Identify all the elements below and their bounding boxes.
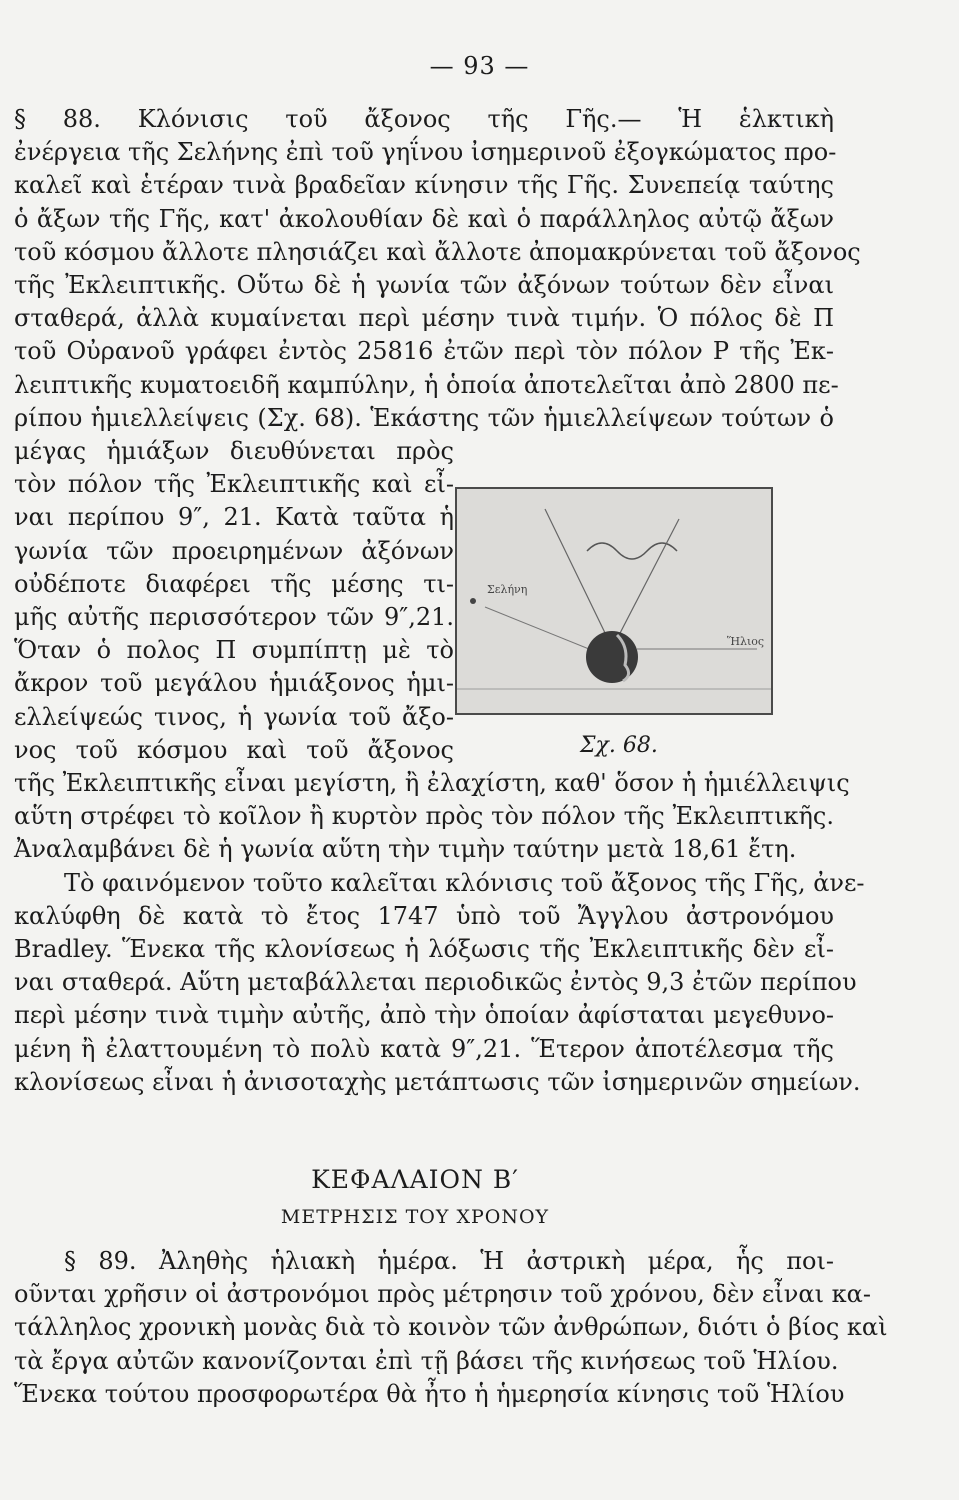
sun-label: Ἥλιος <box>727 635 765 648</box>
text-line: ρίπου ἡμιελλείψεις (Σχ. 68). Ἑκάστης τῶν ἡμιελλείψεων τούτων ὁ <box>14 403 834 432</box>
text-line: Ἀναλαμβάνει δὲ ἡ γωνία αὕτη τὴν τιμὴν ταύτην μετὰ 18,61 ἔτη. <box>14 835 797 864</box>
text-line: § 88. Κλόνισις τοῦ ἄξονος τῆς Γῆς.— Ἡ ἑλκτικὴ <box>14 105 834 133</box>
text-line: αὕτη στρέφει τὸ κοῖλον ἢ κυρτὸν πρὸς τὸν πόλον τῆς Ἐκλειπτικῆς. <box>14 802 834 831</box>
figure-68-drawing <box>457 489 771 713</box>
text-line: τὰ ἔργα αὐτῶν κανονίζονται ἐπὶ τῇ βάσει τῆς κινήσεως τοῦ Ἡλίου. <box>14 1346 839 1375</box>
moon-dot <box>470 598 476 604</box>
text-line: νος τοῦ κόσμου καὶ τοῦ ἄξονος <box>14 735 454 764</box>
earth-globe <box>586 631 638 683</box>
text-line: ελλείψεώς τινος, ἡ γωνία τοῦ ἄξο- <box>14 702 454 731</box>
text-line: τοῦ Οὐρανοῦ γράφει ἐντὸς 25816 ἐτῶν περὶ τὸν πόλον Ρ τῆς Ἐκ- <box>14 337 834 366</box>
text-line: γωνία τῶν προειρημένων ἀξόνων <box>14 536 454 565</box>
figure-68 <box>455 487 773 715</box>
text-line: Bradley. Ἕνεκα τῆς κλονίσεως ἡ λόξωσις τῆς Ἐκλειπτικῆς δὲν εἶ- <box>14 934 834 963</box>
text-line: οῦνται χρῆσιν οἱ ἀστρονόμοι πρὸς μέτρησιν τοῦ χρόνου, δὲν εἶναι κα- <box>14 1280 871 1309</box>
text-line: τῆς Ἐκλειπτικῆς εἶναι μεγίστη, ἢ ἐλαχίστη, καθ' ὅσον ἡ ἡμιέλλειψις <box>14 769 850 797</box>
text-line: ναι περίπου 9″, 21. Κατὰ ταῦτα ἡ <box>14 503 454 532</box>
text-line: § 89. Ἀληθὴς ἡλιακὴ ἡμέρα. Ἡ ἀστρικὴ μέρα, ἧς ποι- <box>64 1247 834 1275</box>
text-line: τὸν πόλον τῆς Ἐκλειπτικῆς καὶ εἶ- <box>14 470 454 499</box>
text-line: Ἕνεκα τούτου προσφορωτέρα θὰ ἦτο ἡ ἡμερησία κίνησις τοῦ Ἡλίου <box>14 1379 845 1408</box>
section-89-text <box>14 1245 888 1411</box>
text-line: Ὅταν ὁ πολος Π συμπίπτῃ μὲ τὸ <box>14 636 454 665</box>
text-line: τοῦ κόσμου ἄλλοτε πλησιάζει καὶ ἄλλοτε ἀπομακρύνεται τοῦ ἄξονος <box>14 237 861 266</box>
text-line: καλύφθη δὲ κατὰ τὸ ἔτος 1747 ὑπὸ τοῦ Ἄγγλου ἀστρονόμου <box>14 901 834 930</box>
text-line: τῆς Ἐκλειπτικῆς. Οὕτω δὲ ἡ γωνία τῶν ἀξόνων τούτων δὲν εἶναι <box>14 270 834 299</box>
text-line: ἐνέργεια τῆς Σελήνης ἐπὶ τοῦ γηΐνου ἰσημερινοῦ ἐξογκώματος προ- <box>14 138 837 167</box>
page-number: — 93 — <box>429 52 530 80</box>
chapter-subtitle: ΜΕΤΡΗΣΙΣ ΤΟΥ ΧΡΟΝΟΥ <box>280 1206 550 1228</box>
text-line: οὐδέποτε διαφέρει τῆς μέσης τι- <box>14 569 454 598</box>
chapter-title: ΚΕΦΑΛΑΙΟΝ Β′ <box>311 1165 519 1194</box>
text-line: περὶ μέσην τινὰ τιμὴν αὐτῆς, ἀπὸ τὴν ὁποίαν ἀφίσταται μεγεθυνο- <box>14 1001 834 1030</box>
text-line: τάλληλος χρονικὴ μονὰς διὰ τὸ κοινὸν τῶν ἀνθρώπων, διότι ὁ βίος καὶ <box>14 1313 888 1342</box>
text-line: κλονίσεως εἶναι ἡ ἀνισοταχὴς μετάπτωσις τῶν ἰσημερινῶν σημείων. <box>14 1067 861 1096</box>
moon-label: Σελήνη <box>487 583 528 596</box>
text-line: μέγας ἡμιάξων διευθύνεται πρὸς <box>14 437 454 465</box>
text-line: ναι σταθερά. Αὕτη μεταβάλλεται περιοδικῶς ἐντὸς 9,3 ἐτῶν περίπου <box>14 968 857 997</box>
section-88-text <box>14 103 861 435</box>
text-line: ὁ ἄξων τῆς Γῆς, κατ' ἀκολουθίαν δὲ καὶ ὁ παράλληλος αὐτῷ ἄξων <box>14 204 834 233</box>
figure-caption: Σχ. 68. <box>580 733 658 758</box>
text-line: σταθερά, ἀλλὰ κυμαίνεται περὶ μέσην τινὰ τιμήν. Ὁ πόλος δὲ Π <box>14 304 834 333</box>
text-line: καλεῖ καὶ ἑτέραν τινὰ βραδεῖαν κίνησιν τῆς Γῆς. Συνεπείᾳ ταύτης <box>14 171 834 200</box>
text-line: μένη ἢ ἐλαττουμένη τὸ πολὺ κατὰ 9″,21. Ἕτερον ἀποτέλεσμα τῆς <box>14 1034 834 1063</box>
section-88-text-cont <box>14 767 865 1099</box>
text-line: Τὸ φαινόμενον τοῦτο καλεῖται κλόνισις τοῦ ἄξονος τῆς Γῆς, ἀνε- <box>64 868 865 897</box>
text-line: ἄκρον τοῦ μεγάλου ἡμιάξονος ἡμι- <box>14 669 454 698</box>
text-line: λειπτικῆς κυματοειδῆ καμπύλην, ἡ ὁποία ἀποτελεῖται ἀπὸ 2800 πε- <box>14 370 839 399</box>
text-line: μῆς αὐτῆς περισσότερον τῶν 9″,21. <box>14 602 454 631</box>
